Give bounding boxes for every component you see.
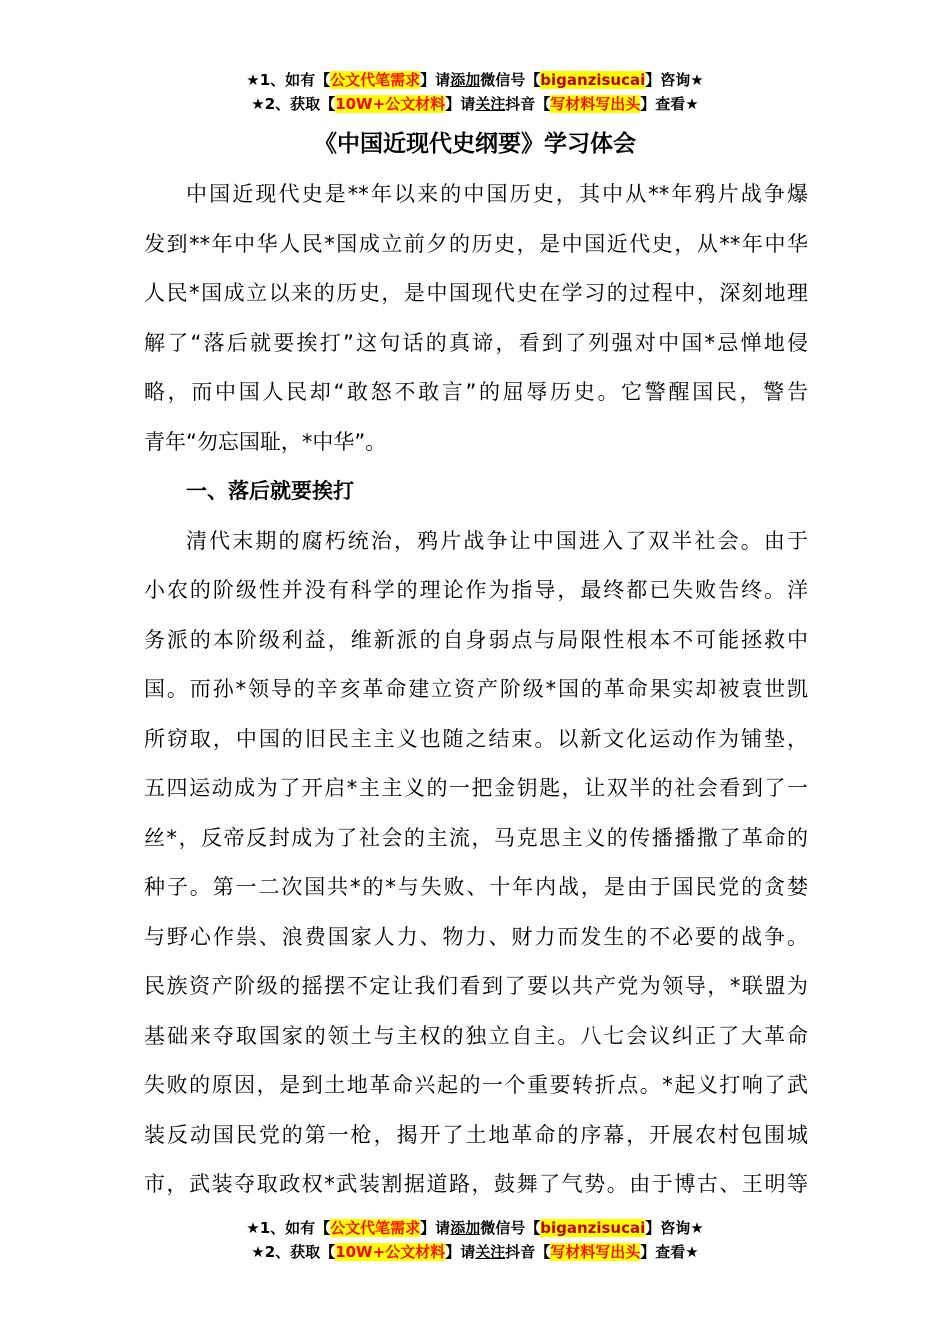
banner-text: 抖音【: [505, 95, 551, 113]
text-line: 种子。第一二次国共*的*与失败、十年内战，是由于国民党的贪婪: [144, 875, 808, 899]
banner-text: 微信号【: [480, 1219, 541, 1237]
text-line: 与野心作祟、浪费国家人力、物力、财力而发生的不必要的战争。: [144, 924, 808, 949]
banner-douyin-id: 写材料写出头: [550, 1243, 641, 1261]
text-line: 丝*，反帝反封成为了社会的主流，马克思主义的传播播撒了革命的: [144, 825, 808, 850]
banner-emphasis: 关注: [475, 1243, 506, 1261]
banner-text: 】查看★: [640, 95, 699, 113]
section-heading: 一、落后就要挨打: [186, 479, 354, 503]
banner-text: 】查看★: [640, 1243, 699, 1261]
banner-line-1: [0, 1216, 950, 1240]
footer-banner: [0, 1216, 950, 1264]
text-line: 市，武装夺取政权*武装割据道路，鼓舞了气势。由于博古、王明等: [144, 1172, 808, 1196]
text-line: 基础来夺取国家的领土与主权的独立自主。八七会议纠正了大革命: [144, 1023, 808, 1048]
banner-text: 】咨询★: [645, 1219, 704, 1237]
text-line: 国。而孙*领导的辛亥革命建立资产阶级*国的革命果实却被袁世凯: [144, 677, 808, 701]
banner-text: 】请: [445, 95, 476, 113]
header-banner: [0, 68, 950, 116]
text-line: 青年“勿忘国耻，*中华”。: [144, 429, 387, 454]
banner-wechat-id: biganzisucai: [540, 71, 646, 89]
banner-highlight: 10W+公文材料: [335, 1243, 446, 1261]
text-line: 中国近现代史是**年以来的中国历史，其中从**年鸦片战争爆: [186, 182, 808, 206]
banner-emphasis: 添加: [450, 71, 481, 89]
banner-line-2: [0, 92, 950, 116]
banner-emphasis: 添加: [450, 1219, 481, 1237]
banner-text: 抖音【: [505, 1243, 551, 1261]
banner-text: 】请: [445, 1243, 476, 1261]
banner-text: ★1、如有【: [246, 71, 331, 89]
document-title: 《中国近现代史纲要》学习体会: [314, 131, 636, 157]
banner-line-1: [0, 68, 950, 92]
banner-highlight: 公文代笔需求: [330, 71, 421, 89]
banner-text: ★2、获取【: [251, 95, 336, 113]
text-line: 小农的阶级性并没有科学的理论作为指导，最终都已失败告终。洋: [144, 578, 808, 602]
text-line: 略，而中国人民却“敢怒不敢言”的屈辱历史。它警醒国民，警告: [144, 380, 808, 404]
banner-text: ★2、获取【: [251, 1243, 336, 1261]
banner-emphasis: 关注: [475, 95, 506, 113]
text-line: 五四运动成为了开启*主主义的一把金钥匙，让双半的社会看到了一: [144, 776, 808, 800]
text-line: 务派的本阶级利益，维新派的自身弱点与局限性根本不可能拯救中: [144, 627, 808, 652]
banner-wechat-id: biganzisucai: [540, 1219, 646, 1237]
banner-text: 微信号【: [480, 71, 541, 89]
banner-text: ★1、如有【: [246, 1219, 331, 1237]
banner-text: 】咨询★: [645, 71, 704, 89]
text-line: 发到**年中华人民*国成立前夕的历史，是中国近代史，从**年中华: [144, 231, 808, 256]
intro-paragraph: [144, 170, 808, 467]
banner-douyin-id: 写材料写出头: [550, 95, 641, 113]
text-line: 装反动国民党的第一枪，揭开了土地革命的序幕，开展农村包围城: [144, 1122, 808, 1147]
document-body: [144, 170, 808, 1210]
banner-highlight: 10W+公文材料: [335, 95, 446, 113]
text-line: 人民*国成立以来的历史，是中国现代史在学习的过程中，深刻地理: [144, 281, 808, 305]
banner-text: 】请: [420, 1219, 451, 1237]
section-paragraph: [144, 517, 808, 1210]
text-line: 民族资产阶级的摇摆不定让我们看到了要以共产党为领导，*联盟为: [144, 974, 808, 998]
banner-line-2: [0, 1240, 950, 1264]
text-line: 所窃取，中国的旧民主主义也随之结束。以新文化运动作为铺垫，: [144, 726, 808, 751]
banner-highlight: 公文代笔需求: [330, 1219, 421, 1237]
text-line: 失败的原因，是到土地革命兴起的一个重要转折点。*起义打响了武: [144, 1073, 808, 1097]
text-line: 解了“落后就要挨打”这句话的真谛，看到了列强对中国*忌惮地侵: [144, 330, 808, 355]
text-line: 清代末期的腐朽统治，鸦片战争让中国进入了双半社会。由于: [186, 528, 808, 553]
banner-text: 】请: [420, 71, 451, 89]
